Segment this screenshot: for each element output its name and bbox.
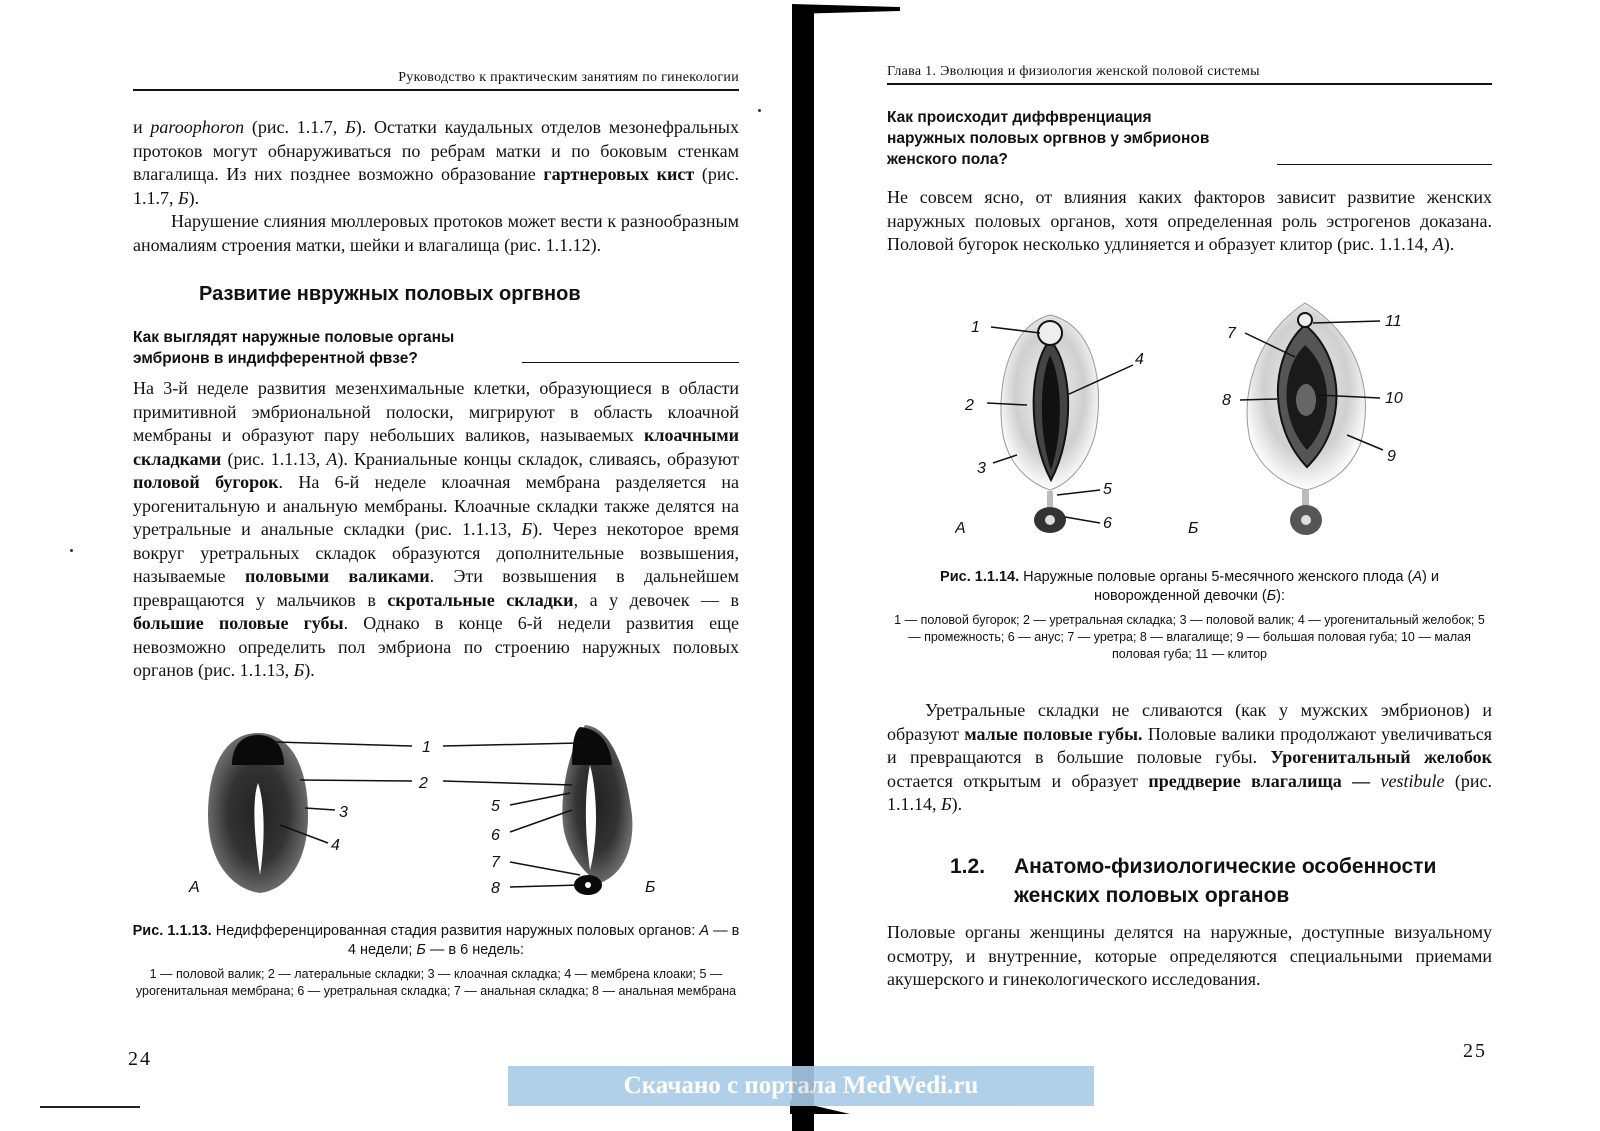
scan-artifact-dot — [70, 549, 73, 552]
fig13-panel-b-label: Б — [645, 879, 656, 896]
fig14-label-11: 11 — [1385, 313, 1402, 330]
fig13-label-2: 2 — [419, 775, 428, 792]
figure-1-1-14 — [955, 295, 1435, 555]
fig14-label-3: 3 — [977, 460, 986, 477]
fig14-caption-legend: 1 — половой бугорок; 2 — уретральная складка; 3 — половой валик; 4 — урогенитальный желобок; 5 — промежность; 6 — анус; 7 — уретра; 8 — влагалище; 9 — большая половая губа; 10 — малая половая губа; 11 — клитор — [894, 613, 1485, 661]
fig14-label-6: 6 — [1103, 515, 1112, 532]
figure-1-1-14-caption — [887, 568, 1492, 663]
left-running-head: Руководство к практическим занятиям по гинекологии — [133, 70, 739, 91]
fig13-panel-a-label: А — [189, 879, 200, 896]
book-spine — [792, 6, 814, 1131]
fig14-label-9: 9 — [1387, 448, 1396, 465]
fig13-label-1: 1 — [422, 739, 431, 756]
scan-artifact-dot — [758, 109, 761, 112]
right-paragraph-2: Уретральные складки не сливаются (как у мужских эмбрионов) и образуют малые половые губы. Половые валики продолжают увеличиваться и превращаются в большие половые губы. Урогенитальный желобок остается открытым и образует преддверие влагалища — vestibule (рис. 1.1.14, Б). — [887, 700, 1492, 814]
right-page-number: 25 — [1463, 1040, 1487, 1062]
left-paragraph-1: и paroophoron (рис. 1.1.7, Б). Остатки каудальных отделов мезонефральных протоков могут обнаруживаться по ребрам матки и по боковым стенкам влагалища. Из них позднее возможно образование гартнеровых кист (рис. 1.1.7, Б). — [133, 117, 739, 208]
fig14-panel-a-label: А — [955, 520, 966, 537]
fig13-label-5: 5 — [491, 798, 500, 815]
fig14-label-4: 4 — [1135, 351, 1144, 368]
left-section-title: Развитие нвружных половых оргвнов — [199, 283, 581, 305]
fig13-label-8: 8 — [491, 880, 500, 897]
right-paragraph-1: Не совсем ясно, от влияния каких факторов зависит развитие женских наружных половых органов, хотя определенная роль эстрогенов доказана. Половой бугорок несколько удлиняется и образует клитор (рис. 1.1.14, А). — [887, 187, 1492, 254]
scan-artifact-line — [40, 1106, 140, 1108]
fig14-label-10: 10 — [1385, 390, 1403, 407]
right-question-line-2: наружных половых оргвнов у эмбрионов — [887, 130, 1210, 147]
section-1-2-heading — [950, 852, 1510, 912]
fig14-caption-main: Рис. 1.1.14. Наружные половые органы 5-месячного женского плода (А) и новорожденной девочки (Б): — [940, 569, 1439, 604]
fig14-label-5: 5 — [1103, 481, 1112, 498]
fetus-a-drawing — [1001, 315, 1099, 533]
right-page — [815, 0, 1600, 1131]
fig13-label-6: 6 — [491, 827, 500, 844]
fig14-label-2: 2 — [965, 397, 974, 414]
section-number: 1.2. — [950, 855, 986, 878]
right-paragraph-3: Половые органы женщины делятся на наружные, доступные визуальному осмотру, и внутренние, которые определяются специальными приемами акушерского и гинекологического исследования. — [887, 922, 1492, 989]
right-running-head: Глава 1. Эволюция и физиология женской половой системы — [887, 64, 1492, 85]
newborn-b-drawing — [1247, 303, 1365, 535]
download-watermark: Скачано с портала MedWedi.ru — [508, 1066, 1094, 1106]
figure-1-1-13 — [180, 725, 680, 925]
fig13-label-4: 4 — [331, 837, 340, 854]
fig14-label-7: 7 — [1227, 325, 1236, 342]
left-question — [133, 327, 533, 369]
left-question-line-1: Как выглядят наружные половые органы — [133, 329, 455, 346]
figure-1-1-13-caption — [130, 922, 742, 1000]
fig14-panel-b-label: Б — [1188, 520, 1199, 537]
section-title: Анатомо-физиологические особенности женских половых органов — [1014, 855, 1437, 907]
embryo-b-drawing — [562, 725, 632, 895]
right-question-rule — [1277, 164, 1492, 165]
fig14-label-1: 1 — [971, 319, 980, 336]
left-paragraph-3: На 3-й неделе развития мезенхимальные клетки, образующиеся в области примитивной эмбриональной полоски, мигрируют в область клоачной мембраны и образуют пару небольших валиков, называемых клоачными складками (рис. 1.1.13, А). Краниальные концы складок, сливаясь, образуют половой бугорок. На 6-й неделе клоачная мембрана разделяется на урогенитальную и анальную мембраны. Клоачные складки также делятся на уретральные и анальные складки (рис. 1.1.13, Б). Через некоторое время вокруг уретральных складок образуются дополнительные возвышения, называемые половыми валиками. Эти возвышения в дальнейшем превращаются у мальчиков в скротальные складки, а у девочек — в большие половые губы. Однако в конце 6-й недели развития еще невозможно определить пол эмбриона по строению наружных половых органов (рис. 1.1.13, Б). — [133, 378, 739, 680]
fig13-caption-main: Рис. 1.1.13. Недифференцированная стадия развития наружных половых органов: А — в 4 недели; Б — в 6 недель: — [132, 923, 740, 958]
left-page — [0, 0, 790, 1131]
left-question-rule — [522, 362, 739, 363]
left-page-number: 24 — [128, 1048, 152, 1070]
fig13-label-3: 3 — [339, 804, 348, 821]
left-paragraph-2: Нарушение слияния мюллеровых протоков может вести к разнообразным аномалиям строения матки, шейки и влагалища (рис. 1.1.12). — [133, 211, 739, 255]
right-question — [887, 107, 1307, 170]
right-question-line-1: Как происходит диффвренциация — [887, 109, 1152, 126]
embryo-a-drawing — [208, 733, 308, 893]
right-question-line-3: женского пола? — [887, 151, 1008, 168]
fig13-caption-legend: 1 — половой валик; 2 — латеральные складки; 3 — клоачная складка; 4 — мембрена клоаки; 5 — урогенитальная мембрана; 6 — уретральная складка; 7 — анальная складка; 8 — анальная мембрана — [135, 967, 737, 998]
fig13-label-7: 7 — [491, 854, 500, 871]
left-question-line-2: эмбрионв в индифферентной фвзе? — [133, 350, 418, 367]
fig14-label-8: 8 — [1222, 392, 1231, 409]
